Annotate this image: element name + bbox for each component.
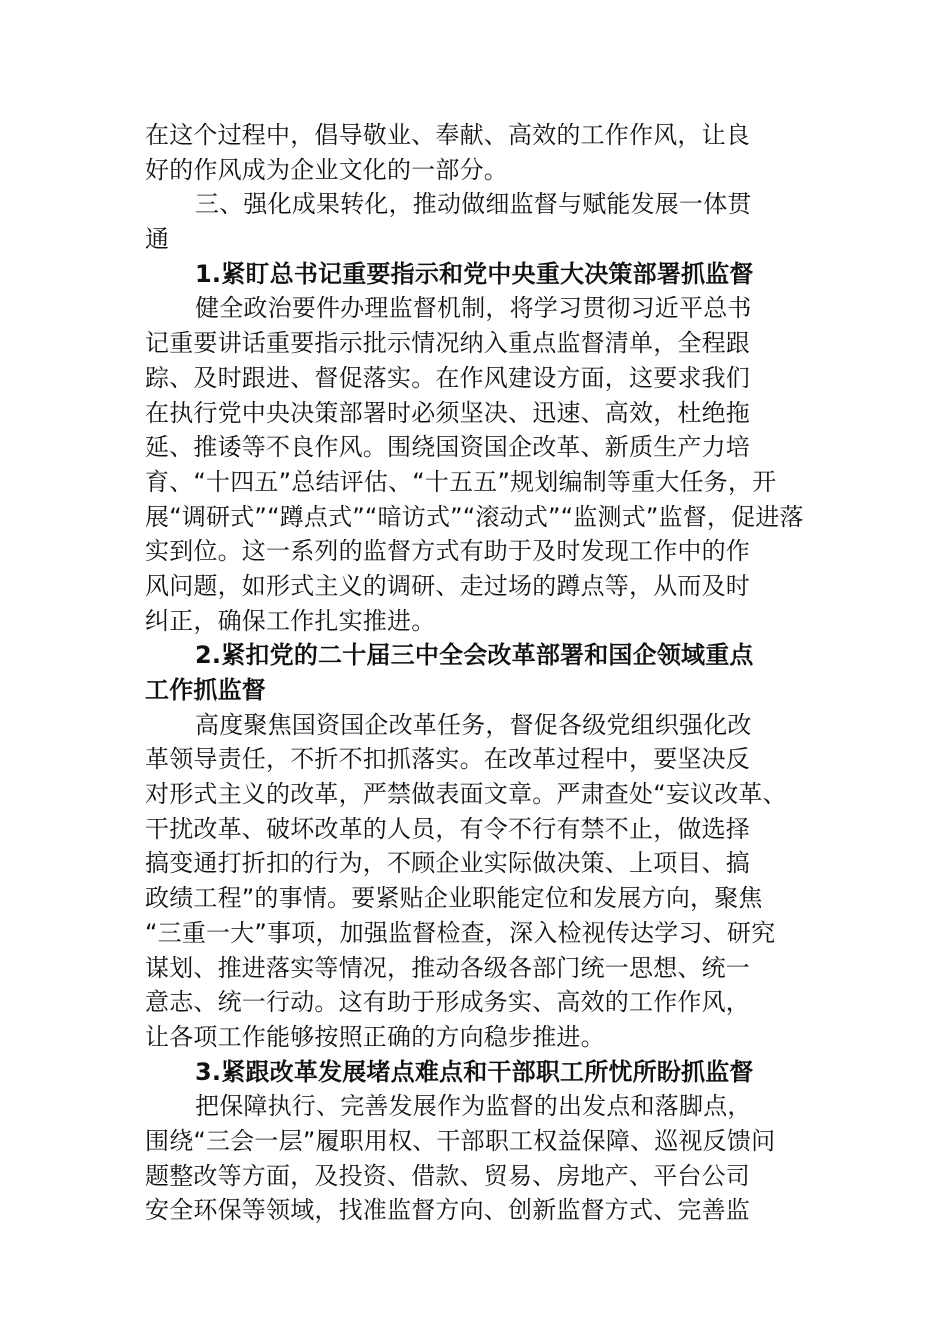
section-heading-continued: 通 <box>145 225 170 254</box>
body-line: 育、“十四五”总结评估、“十五五”规划编制等重大任务，开 <box>145 467 777 496</box>
section-heading: 三、强化成果转化，推动做细监督与赋能发展一体贯 <box>195 190 752 219</box>
body-line: 意志、统一行动。这有助于形成务实、高效的工作作风， <box>145 988 750 1017</box>
body-line: 记重要讲话重要指示批示情况纳入重点监督清单，全程跟 <box>145 329 750 358</box>
body-line: 在这个过程中，倡导敬业、奉献、高效的工作作风，让良 <box>145 121 750 149</box>
body-line: 安全环保等领域，找准监督方向、创新监督方式、完善监 <box>145 1196 750 1225</box>
body-line: 把保障执行、完善发展作为监督的出发点和落脚点， <box>195 1092 752 1121</box>
body-line: 健全政治要件办理监督机制，将学习贯彻习近平总书 <box>195 294 752 323</box>
body-line: 展“调研式”“蹲点式”“暗访式”“滚动式”“监测式”监督，促进落 <box>145 502 804 531</box>
subheading-3: 3.紧跟改革发展堵点难点和干部职工所忧所盼抓监督 <box>195 1057 754 1086</box>
body-line: 踪、及时跟进、督促落实。在作风建设方面，这要求我们 <box>145 363 750 392</box>
body-line: 干扰改革、破坏改革的人员，有令不行有禁不止，做选择 <box>145 814 750 843</box>
body-line: 革领导责任，不折不扣抓落实。在改革过程中，要坚决反 <box>145 745 750 774</box>
body-line: 高度聚焦国资国企改革任务，督促各级党组织强化改 <box>195 710 752 739</box>
body-line: 对形式主义的改革，严禁做表面文章。严肃查处“妄议改革、 <box>145 780 787 809</box>
body-line: 围绕“三会一层”履职用权、干部职工权益保障、巡视反馈问 <box>145 1126 776 1155</box>
body-line: 谋划、推进落实等情况，推动各级各部门统一思想、统一 <box>145 953 750 982</box>
body-line: 题整改等方面，及投资、借款、贸易、房地产、平台公司 <box>145 1161 750 1190</box>
subheading-2-continued: 工作抓监督 <box>145 676 266 704</box>
body-line: 搞变通打折扣的行为，不顾企业实际做决策、上项目、搞 <box>145 849 750 878</box>
body-line: 好的作风成为企业文化的一部分。 <box>145 155 508 184</box>
body-line: 政绩工程”的事情。要紧贴企业职能定位和发展方向，聚焦 <box>145 884 763 913</box>
body-line: 在执行党中央决策部署时必须坚决、迅速、高效，杜绝拖 <box>145 398 750 427</box>
subheading-2: 2.紧扣党的二十届三中全会改革部署和国企领域重点 <box>195 641 754 670</box>
body-line: 实到位。这一系列的监督方式有助于及时发现工作中的作 <box>145 537 750 566</box>
subheading-1: 1.紧盯总书记重要指示和党中央重大决策部署抓监督 <box>195 259 754 288</box>
body-line: 延、推诿等不良作风。围绕国资国企改革、新质生产力培 <box>145 433 750 462</box>
body-line: “三重一大”事项，加强监督检查，深入检视传达学习、研究 <box>145 918 776 947</box>
body-line: 让各项工作能够按照正确的方向稳步推进。 <box>145 1022 605 1051</box>
body-line: 风问题，如形式主义的调研、走过场的蹲点等，从而及时 <box>145 571 750 600</box>
body-line: 纠正，确保工作扎实推进。 <box>145 606 436 635</box>
